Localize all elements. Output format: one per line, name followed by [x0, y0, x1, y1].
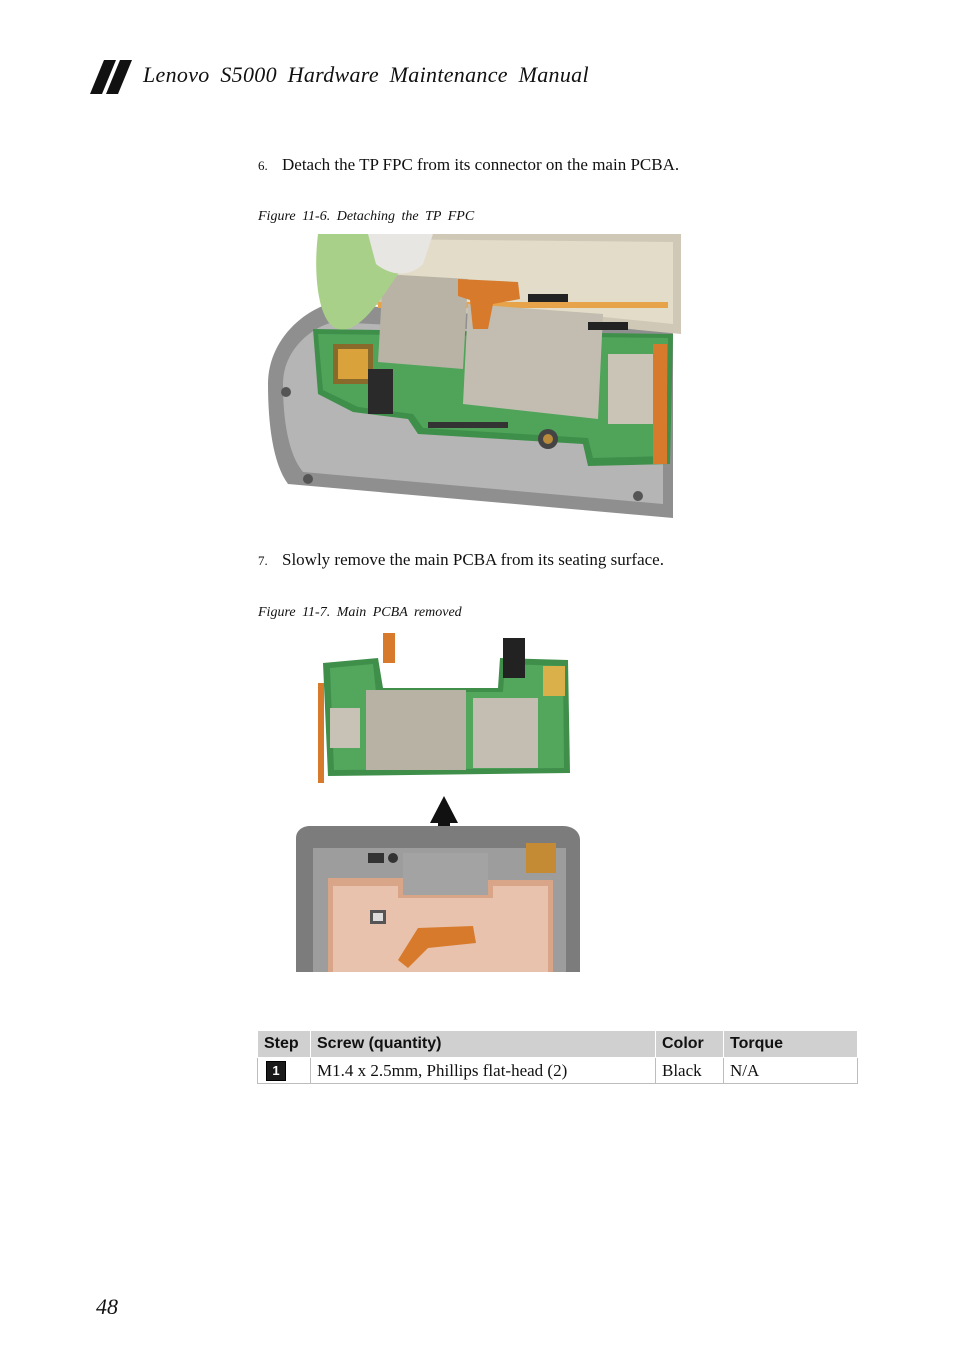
step-text: Slowly remove the main PCBA from its seating surface.: [282, 550, 664, 569]
step-cell: [258, 1058, 311, 1084]
step-number: 7.: [258, 553, 268, 568]
figure-caption: Figure 11-7. Main PCBA removed: [258, 605, 462, 620]
figure-main-pcba-removed-photo: [258, 628, 624, 972]
page-number: 48: [96, 1294, 118, 1319]
color-cell: Black: [656, 1058, 724, 1084]
step-6: [258, 155, 679, 175]
torque-cell: N/A: [724, 1058, 858, 1084]
step-number: 6.: [258, 158, 268, 173]
figure-caption: Figure 11-6. Detaching the TP FPC: [258, 209, 475, 224]
column-header-screw: Screw (quantity): [311, 1031, 656, 1058]
figure-detaching-tp-fpc-photo: [258, 234, 681, 518]
step-badge: 1: [266, 1061, 286, 1081]
screw-cell: M1.4 x 2.5mm, Phillips flat-head (2): [311, 1058, 656, 1084]
column-header-torque: Torque: [724, 1031, 858, 1058]
table-header-row: [258, 1031, 858, 1058]
column-header-color: Color: [656, 1031, 724, 1058]
step-7: [258, 550, 664, 570]
table-row: [258, 1058, 858, 1084]
column-header-step: Step: [258, 1031, 311, 1058]
step-text: Detach the TP FPC from its connector on the main PCBA.: [282, 155, 680, 174]
screw-table: [257, 1030, 858, 1084]
page-header-title: Lenovo S5000 Hardware Maintenance Manual: [143, 62, 589, 87]
manual-logo-slashes-icon: [90, 60, 134, 94]
